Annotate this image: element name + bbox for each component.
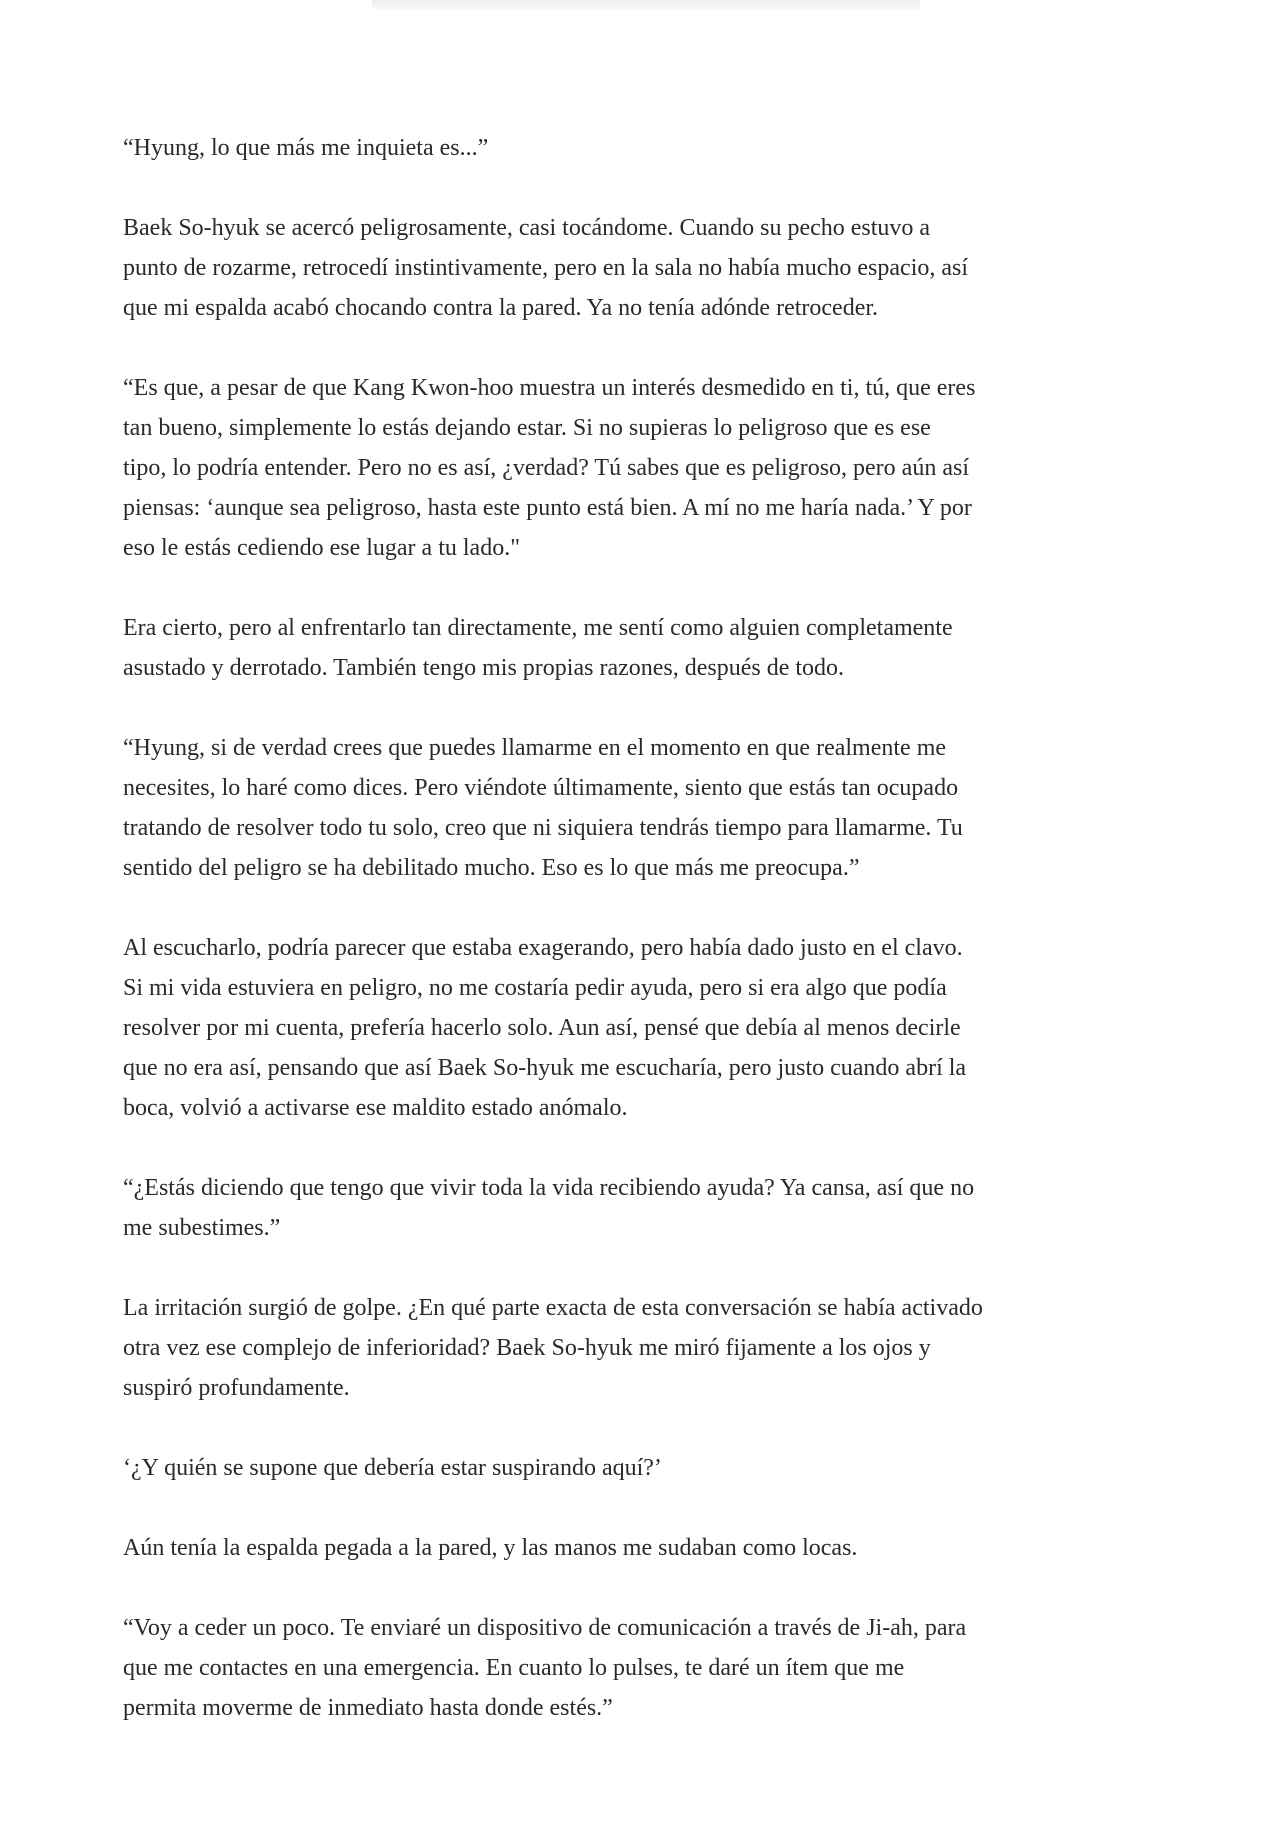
text-line: resolver por mi cuenta, prefería hacerlo solo. Aun así, pensé que debía al menos decirle <box>123 1015 961 1041</box>
text-line: que no era así, pensando que así Baek So-hyuk me escucharía, pero justo cuando abrí la <box>123 1055 967 1081</box>
text-line: asustado y derrotado. También tengo mis propias razones, después de todo. <box>123 655 845 681</box>
paragraph <box>123 608 1203 688</box>
text-line: tratando de resolver todo tu solo, creo que ni siquiera tendrás tiempo para llamarme. Tu <box>123 815 963 841</box>
text-line: sentido del peligro se ha debilitado mucho. Eso es lo que más me preocupa.” <box>123 855 860 881</box>
paragraph <box>123 128 1203 168</box>
top-bar <box>372 0 920 10</box>
text-line: “¿Estás diciendo que tengo que vivir toda la vida recibiendo ayuda? Ya cansa, así que no <box>123 1175 975 1201</box>
text-line: Si mi vida estuviera en peligro, no me costaría pedir ayuda, pero si era algo que podía <box>123 975 947 1001</box>
text-line: punto de rozarme, retrocedí instintivamente, pero en la sala no había mucho espacio, así <box>123 255 969 281</box>
text-line: Aún tenía la espalda pegada a la pared, y las manos me sudaban como locas. <box>123 1535 858 1561</box>
text-line: piensas: ‘aunque sea peligroso, hasta este punto está bien. A mí no me haría nada.’ Y por <box>123 495 972 521</box>
text-line: “Hyung, lo que más me inquieta es...” <box>123 135 489 161</box>
text-line: “Voy a ceder un poco. Te enviaré un dispositivo de comunicación a través de Ji-ah, para <box>123 1615 967 1641</box>
text-line: “Es que, a pesar de que Kang Kwon-hoo muestra un interés desmedido en ti, tú, que eres <box>123 375 976 401</box>
text-line: eso le estás cediendo ese lugar a tu lado." <box>123 535 520 561</box>
paragraph <box>123 1448 1203 1488</box>
text-line: boca, volvió a activarse ese maldito estado anómalo. <box>123 1095 628 1121</box>
paragraph <box>123 1528 1203 1568</box>
text-line: La irritación surgió de golpe. ¿En qué parte exacta de esta conversación se había activado <box>123 1295 983 1321</box>
paragraph <box>123 728 1203 888</box>
paragraph <box>123 1168 1203 1248</box>
text-line: necesites, lo haré como dices. Pero viéndote últimamente, siento que estás tan ocupado <box>123 775 959 801</box>
paragraph <box>123 368 1203 568</box>
text-line: otra vez ese complejo de inferioridad? Baek So-hyuk me miró fijamente a los ojos y <box>123 1335 931 1361</box>
text-line: “Hyung, si de verdad crees que puedes llamarme en el momento en que realmente me <box>123 735 947 761</box>
document-body <box>123 128 1203 1768</box>
text-line: suspiró profundamente. <box>123 1375 350 1401</box>
text-line: Al escucharlo, podría parecer que estaba exagerando, pero había dado justo en el clavo. <box>123 935 963 961</box>
paragraph <box>123 1608 1203 1728</box>
text-line: que me contactes en una emergencia. En cuanto lo pulses, te daré un ítem que me <box>123 1655 905 1681</box>
text-line: me subestimes.” <box>123 1215 281 1241</box>
text-line: Era cierto, pero al enfrentarlo tan directamente, me sentí como alguien completamente <box>123 615 953 641</box>
text-line: tan bueno, simplemente lo estás dejando estar. Si no supieras lo peligroso que es ese <box>123 415 931 441</box>
text-line: que mi espalda acabó chocando contra la pared. Ya no tenía adónde retroceder. <box>123 295 879 321</box>
paragraph <box>123 928 1203 1128</box>
text-line: Baek So-hyuk se acercó peligrosamente, casi tocándome. Cuando su pecho estuvo a <box>123 215 931 241</box>
paragraph <box>123 208 1203 328</box>
text-line: permita moverme de inmediato hasta donde estés.” <box>123 1695 613 1721</box>
text-line: ‘¿Y quién se supone que debería estar suspirando aquí?’ <box>123 1455 662 1481</box>
paragraph <box>123 1288 1203 1408</box>
text-line: tipo, lo podría entender. Pero no es así, ¿verdad? Tú sabes que es peligroso, pero aún así <box>123 455 969 481</box>
